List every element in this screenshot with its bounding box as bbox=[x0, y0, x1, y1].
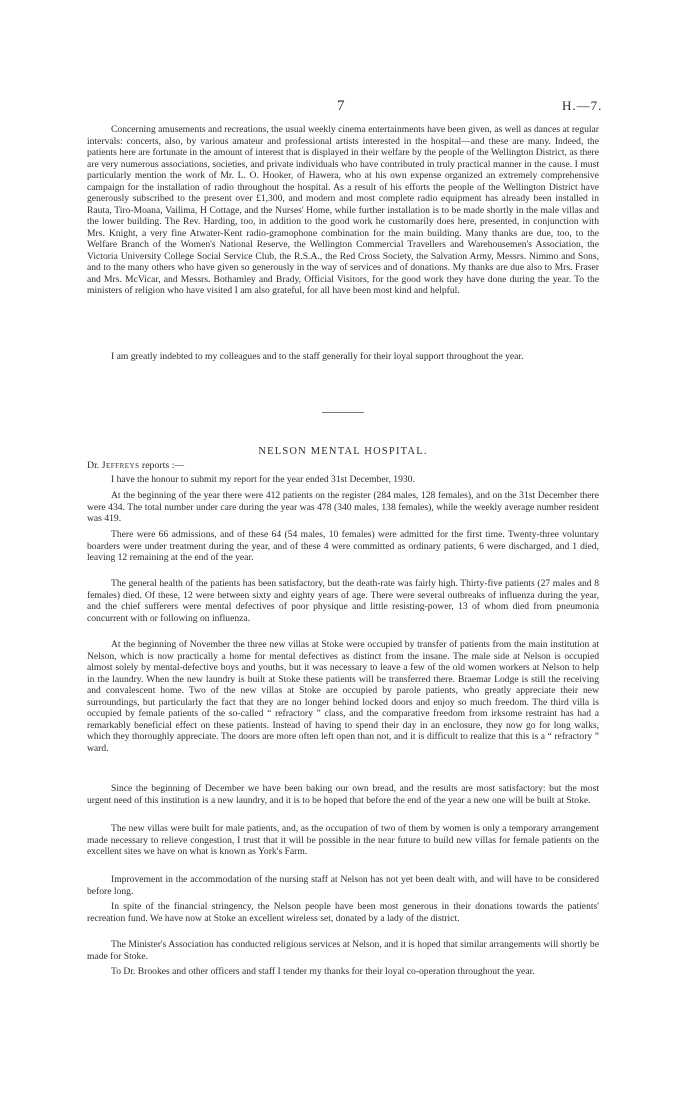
section-divider bbox=[322, 412, 364, 413]
paragraph-admissions: There were 66 admissions, and of these 64 (54 males, 10 females) were admitted for the first time. Twenty-three voluntary boarders were under treatment during the year, and of these 4 were committed as ordinary patients, 6 were discharged, and 1 died, leaving 12 remaining at the end of the year. bbox=[87, 529, 599, 563]
reporter-prefix: Dr. bbox=[87, 460, 102, 471]
page-number: 7 bbox=[337, 98, 345, 114]
paragraph-acknowledgement: I am greatly indebted to my colleagues and to the staff generally for their loyal support throughout the year. bbox=[111, 351, 524, 362]
section-paragraph bbox=[87, 639, 599, 754]
paragraph-amusements: Concerning amusements and recreations, the usual weekly cinema entertainments have been given, as well as dances at regular intervals: concerts, also, by various amateur and professional artists interested in the hospital—and these are many. Indeed, the patients here are fortunate in the amount of interest that is displayed in their welfare by the people of the Wellington District, as there are very numerous associations, societies, and private individuals who have contributed in truly practical manner in the cause. I must particularly mention the work of Mr. L. O. Hooker, of Hawera, who at his own expense organized an extremely comprehensive campaign for the installation of radio throughout the hospital. As a result of his efforts the people of the Wellington District have generously subscribed to the present over £1,300, and modern and most complete radio equipment has already been installed in Rauta, Tiro-Moana, Vailima, H Cottage, and the Nurses' Home, while further installation is to be made shortly in the male villas and the lower building. The Rev. Harding, too, in addition to the good work he customarily does here, presented, in conjunction with Mrs. Knight, a very fine Atwater-Kent radio-gramophone combination for the main building. Many thanks are due, too, to the Welfare Branch of the Women's National Reserve, the Wellington Commercial Travellers and Warehousemen's Association, the Victoria University College Social Service Club, the R.S.A., the Red Cross Society, the Salvation Army, Messrs. Nimmo and Sons, and to the many others who have given so generously in the way of services and of donations. My thanks are due also to Mrs. Fraser and Mrs. McVicar, and Messrs. Bothamley and Brady, Official Visitors, for the good work they have done during the year. To the ministers of religion who have visited I am also grateful, for all have been most kind and helpful. bbox=[87, 124, 599, 296]
section-paragraph bbox=[87, 823, 599, 858]
section-paragraph bbox=[87, 966, 599, 978]
paragraph-honour: I have the honour to submit my report for the year ended 31st December, 1930. bbox=[111, 474, 415, 485]
section-title: NELSON MENTAL HOSPITAL. bbox=[258, 446, 428, 457]
section-paragraph bbox=[87, 901, 599, 924]
paragraph-bread: Since the beginning of December we have been baking our own bread, and the results are most satisfactory: but the most urgent need of this institution is a new laundry, and it is to be hoped that before the end of the year a new one will be built at Stoke. bbox=[87, 783, 599, 806]
section-paragraph bbox=[87, 490, 599, 525]
paragraph-nursing-staff: Improvement in the accommodation of the nursing staff at Nelson has not yet been dealt with, and will have to be considered before long. bbox=[87, 874, 599, 897]
reporter-line bbox=[87, 460, 184, 471]
section-paragraph bbox=[87, 874, 599, 897]
intro-section bbox=[87, 124, 599, 297]
section-paragraph bbox=[87, 578, 599, 624]
paragraph-donations: In spite of the financial stringency, the Nelson people have been most generous in their donations towards the patients' recreation fund. We have now at Stoke an excellent wireless set, donated by a lady of the district. bbox=[87, 901, 599, 924]
paragraph-register: At the beginning of the year there were 412 patients on the register (284 males, 128 females), and on the 31st December there were 434. The total number under care during the year was 478 (340 males, 138 females), while the weekly average number resident was 419. bbox=[87, 490, 599, 524]
paragraph-villas: At the beginning of November the three new villas at Stoke were occupied by transfer of patients from the main institution at Nelson, which is now practically a home for mental defectives as distinct from the insane. The male side at Nelson is occupied almost solely by mental-defective boys and youths, but it was necessary to leave a few of the old women workers at Nelson to help in the laundry. When the new laundry is built at Stoke these patients will be transferred there. Braemar Lodge is still the receiving and convalescent home. Two of the new villas at Stoke are occupied by parole patients, who greatly appreciate their new surroundings, but particularly the fact that they are no longer behind locked doors and enjoy so much freedom. The third villa is occupied by female patients of the so-called “ refractory ” class, and the comparative freedom from irksome restraint has had a remarkably beneficial effect on these patients. Instead of having to spend their day in an enclosure, they now go for long walks, which they thoroughly appreciate. The doors are more often left open than not, and it is difficult to realize that this is a “ refractory ” ward. bbox=[87, 639, 599, 754]
section-paragraph bbox=[87, 783, 599, 806]
section-paragraph bbox=[87, 939, 599, 962]
paragraph-thanks: To Dr. Brookes and other officers and staff I tender my thanks for their loyal co-operation throughout the year. bbox=[111, 966, 535, 977]
section-paragraph bbox=[87, 529, 599, 564]
reporter-suffix: reports :— bbox=[139, 460, 185, 471]
intro-closing bbox=[87, 351, 599, 363]
paragraph-health: The general health of the patients has been satisfactory, but the death-rate was fairly high. Thirty-five patients (27 males and 8 females) died. Of these, 12 were between sixty and eighty years of age. There were several outbreaks of influenza during the year, and the chief sufferers were mental defectives of poor physique and little resisting-power, 13 of whom died from pneumonia concurrent with or following on influenza. bbox=[87, 578, 599, 624]
paragraph-new-villas: The new villas were built for male patients, and, as the occupation of two of them by women is only a temporary arrangement made necessary to relieve congestion, I trust that it will be possible in the near future to build new villas for female patients on the excellent sites we have on what is known as York's Farm. bbox=[87, 823, 599, 857]
report-reference: H.—7. bbox=[562, 98, 603, 113]
paragraph-religious-services: The Minister's Association has conducted religious services at Nelson, and it is hoped that similar arrangements will shortly be made for Stoke. bbox=[87, 939, 599, 962]
section-paragraph bbox=[87, 474, 599, 486]
reporter-name: Jeffreys bbox=[101, 460, 140, 471]
